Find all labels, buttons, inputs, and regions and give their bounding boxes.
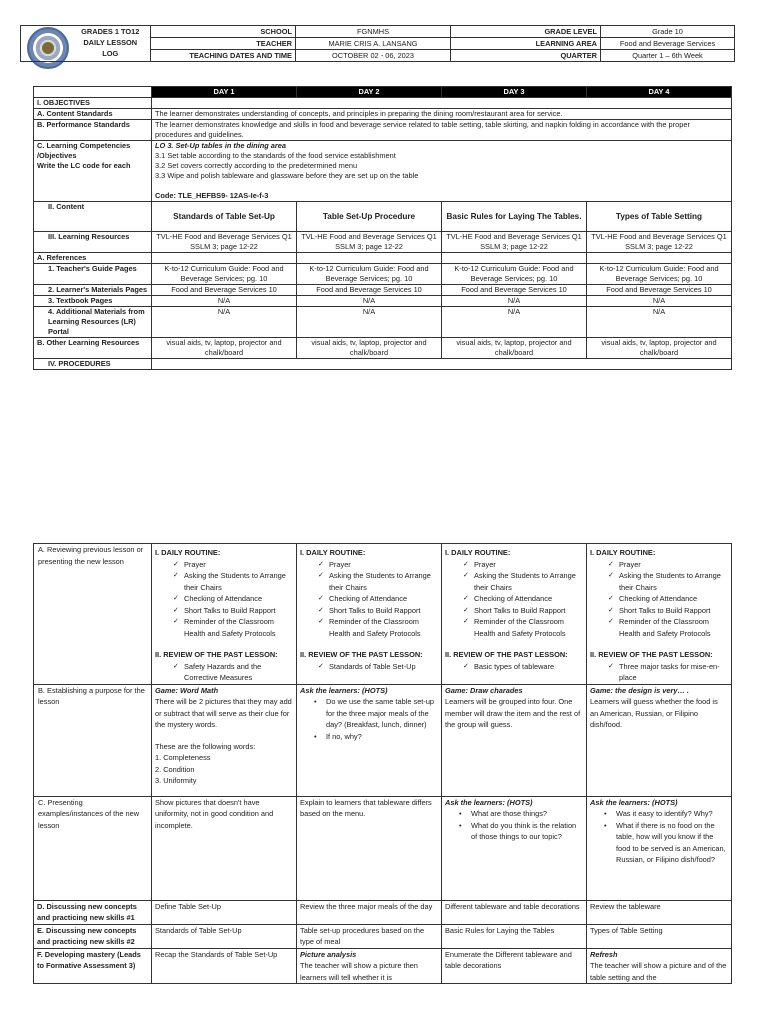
word-item: 3. Uniformity [155,776,197,785]
purpose-day3 [442,684,587,796]
question-item: • What if there is no food on the table, how will you know if the food to be served is an American, Russian, or Filipino dish/food? [604,820,728,866]
activity-text: Learners will be grouped into four. One member will draw the item and the rest of the group will guess. [445,697,581,729]
content-day3: Basic Rules for Laying The Tables. [442,202,587,232]
textbook-label: 3. Textbook Pages [34,296,152,307]
textbook-value: N/A [297,296,442,307]
activity-title: Refresh [590,949,618,959]
review-item: ✓ Safety Hazards and the Corrective Measures [173,661,293,684]
lc-item: 3.1 Set table according to the standards of the food service establishment [155,151,396,160]
teachers-guide-label: 1. Teacher's Guide Pages [34,264,152,285]
teachers-guide-value: K-to-12 Curriculum Guide: Food and Beverage Services; pg. 10 [297,264,442,285]
routine-item: ✓ Prayer [608,559,728,571]
word-item: 2. Condition [155,764,195,774]
content-standards-label: A. Content Standards [34,109,152,120]
procedure-a-label: A. Reviewing previous lesson or presenting the new lesson [34,544,152,685]
routine-heading: I. DAILY ROUTINE: [590,548,656,557]
school-label: SCHOOL [151,26,296,38]
mastery-day4 [587,948,732,984]
mastery-day3: Enumerate the Different tableware and table decorations [442,948,587,984]
review-item: ✓ Standards of Table Set-Up [318,661,438,673]
question-item: • What do you think is the relation of those things to our topic? [459,820,583,843]
concepts1-day1: Define Table Set-Up [152,900,297,924]
routine-item: ✓ Short Talks to Build Rapport [608,605,728,617]
routine-item: ✓ Reminder of the Classroom Health and Safety Protocols [173,616,293,639]
additional-materials-label: 4. Additional Materials from Learning Resources (LR) Portal [34,307,152,338]
competencies-label: C. Learning Competencies /Objectives Write the LC code for each [34,141,152,202]
mastery-day1: Recap the Standards of Table Set-Up [152,948,297,984]
area-value: Food and Beverage Services [601,38,735,50]
teacher-value: MARIE CRIS A. LANSANG [296,38,451,50]
day-header: DAY 4 [587,87,732,98]
examples-day4 [587,796,732,900]
routine-item: ✓ Checking of Attendance [318,593,438,605]
review-heading: II. REVIEW OF THE PAST LESSON: [445,650,568,659]
review-heading: II. REVIEW OF THE PAST LESSON: [590,650,713,659]
additional-materials-value: N/A [442,307,587,338]
activity-title: Game: Draw charades [445,685,523,695]
review-day4 [587,544,732,685]
activity-text: These are the following words: [155,741,256,751]
learners-materials-value: Food and Beverage Services 10 [587,285,732,296]
review-item: ✓ Basic types of tableware [463,661,583,673]
routine-item: ✓ Short Talks to Build Rapport [318,605,438,617]
learners-materials-value: Food and Beverage Services 10 [297,285,442,296]
routine-item: ✓ Asking the Students to Arrange their Chairs [173,570,293,593]
purpose-day2 [297,684,442,796]
purpose-day1 [152,684,297,796]
examples-day3 [442,796,587,900]
activity-title: Game: Word Math [155,685,219,695]
concepts2-day3: Basic Rules for Laying the Tables [442,924,587,948]
performance-standards: The learner demonstrates knowledge and skills in food and beverage service related to table setting, table skirting, and napkin folding in accordance with the proper procedures and guidelines. [152,120,732,141]
other-resources-value: visual aids, tv, laptop, projector and chalk/board [587,338,732,359]
day-header: DAY 2 [297,87,442,98]
grade-label: GRADE LEVEL [451,26,601,38]
question-item: • What are those things? [459,808,583,820]
activity-text: Learners will guess whether the food is an American, Russian, or Filipino dish/food. [590,697,718,729]
routine-item: ✓ Checking of Attendance [608,593,728,605]
procedure-d-label: D. Discussing new concepts and practicing new skills #1 [34,900,152,924]
lc-code: Code: TLE_HEFBS9- 12AS-Ie-f-3 [155,191,269,200]
concepts2-day4: Types of Table Setting [587,924,732,948]
examples-day2: Explain to learners that tableware differs based on the menu. [297,796,442,900]
document-title: GRADES 1 TO12 DAILY LESSON LOG [71,26,151,62]
objectives-heading: I. OBJECTIVES [34,98,152,109]
activity-title: Game: the design is very… . [590,685,689,695]
area-label: LEARNING AREA [451,38,601,50]
competencies [152,141,732,202]
routine-heading: I. DAILY ROUTINE: [300,548,366,557]
references-label: A. References [34,253,152,264]
grade-value: Grade 10 [601,26,735,38]
review-heading: II. REVIEW OF THE PAST LESSON: [155,650,278,659]
lc-item: 3.3 Wipe and polish tableware and glassware before they are set up on the table [155,171,419,180]
procedure-b-label: B. Establishing a purpose for the lesson [34,684,152,796]
additional-materials-value: N/A [587,307,732,338]
content-label: II. Content [34,202,152,232]
content-standards: The learner demonstrates understanding of concepts, and principles in preparing the dining room/restaurant area for service. [152,109,732,120]
learning-resources-label: III. Learning Resources [34,232,152,253]
review-heading: II. REVIEW OF THE PAST LESSON: [300,650,423,659]
routine-item: ✓ Short Talks to Build Rapport [463,605,583,617]
review-item: ✓ Three major tasks for mise-en-place [608,661,728,684]
routine-item: ✓ Prayer [463,559,583,571]
other-resources-value: visual aids, tv, laptop, projector and chalk/board [442,338,587,359]
activity-title: Picture analysis [300,949,357,959]
procedure-c-label: C. Presenting examples/instances of the new lesson [34,796,152,900]
review-day1 [152,544,297,685]
routine-item: ✓ Asking the Students to Arrange their Chairs [608,570,728,593]
textbook-value: N/A [442,296,587,307]
teachers-guide-value: K-to-12 Curriculum Guide: Food and Beverage Services; pg. 10 [587,264,732,285]
routine-item: ✓ Reminder of the Classroom Health and Safety Protocols [318,616,438,639]
examples-day1: Show pictures that doesn't have uniformity, not in good condition and incomplete. [152,796,297,900]
dates-label: TEACHING DATES AND TIME [151,50,296,62]
teachers-guide-value: K-to-12 Curriculum Guide: Food and Beverage Services; pg. 10 [152,264,297,285]
teachers-guide-value: K-to-12 Curriculum Guide: Food and Beverage Services; pg. 10 [442,264,587,285]
resource-day2: TVL-HE Food and Beverage Services Q1 SSLM 3; page 12-22 [297,232,442,253]
activity-text: The teacher will show a picture then learners will tell whether it is [300,961,418,982]
procedures-heading: IV. PROCEDURES [34,359,152,370]
day-header: DAY 3 [442,87,587,98]
activity-title: Ask the learners: (HOTS) [445,797,533,807]
word-item: 1. Completeness [155,753,211,762]
purpose-day4 [587,684,732,796]
concepts1-day4: Review the tableware [587,900,732,924]
activity-title: Ask the learners: (HOTS) [300,685,388,695]
other-resources-label: B. Other Learning Resources [34,338,152,359]
activity-text: There will be 2 pictures that they may add or subtract that will serve as their clue for the mystery words. [155,697,292,729]
routine-heading: I. DAILY ROUTINE: [155,548,221,557]
procedure-f-label: F. Developing mastery (Leads to Formative Assessment 3) [34,948,152,984]
content-day1: Standards of Table Set-Up [152,202,297,232]
lc-title: LO 3. Set-Up tables in the dining area [155,141,286,150]
school-value: FGNMHS [296,26,451,38]
quarter-label: QUARTER [451,50,601,62]
resource-day4: TVL-HE Food and Beverage Services Q1 SSLM 3; page 12-22 [587,232,732,253]
routine-item: ✓ Asking the Students to Arrange their Chairs [318,570,438,593]
question-item: • If no, why? [314,731,438,743]
dates-value: OCTOBER 02 - 06, 2023 [296,50,451,62]
review-day2 [297,544,442,685]
quarter-value: Quarter 1 – 6th Week [601,50,735,62]
learners-materials-value: Food and Beverage Services 10 [152,285,297,296]
routine-item: ✓ Reminder of the Classroom Health and Safety Protocols [608,616,728,639]
routine-item: ✓ Asking the Students to Arrange their Chairs [463,570,583,593]
lc-item: 3.2 Set covers correctly according to the predetermined menu [155,161,358,170]
day-header: DAY 1 [152,87,297,98]
routine-item: ✓ Checking of Attendance [173,593,293,605]
activity-text: The teacher will show a picture and of the table setting and the [590,961,727,982]
performance-standards-label: B. Performance Standards [34,120,152,141]
additional-materials-value: N/A [297,307,442,338]
routine-heading: I. DAILY ROUTINE: [445,548,511,557]
activity-title: Ask the learners: (HOTS) [590,797,678,807]
objectives-table [33,86,732,370]
question-item: • Was it easy to identify? Why? [604,808,728,820]
learners-materials-value: Food and Beverage Services 10 [442,285,587,296]
mastery-day2 [297,948,442,984]
routine-item: ✓ Prayer [173,559,293,571]
textbook-value: N/A [587,296,732,307]
routine-item: ✓ Prayer [318,559,438,571]
procedures-table [33,543,732,984]
concepts1-day2: Review the three major meals of the day [297,900,442,924]
textbook-value: N/A [152,296,297,307]
routine-item: ✓ Reminder of the Classroom Health and Safety Protocols [463,616,583,639]
concepts2-day2: Table set-up procedures based on the type of meal [297,924,442,948]
content-day2: Table Set-Up Procedure [297,202,442,232]
content-day4: Types of Table Setting [587,202,732,232]
other-resources-value: visual aids, tv, laptop, projector and chalk/board [297,338,442,359]
teacher-label: TEACHER [151,38,296,50]
procedure-e-label: E. Discussing new concepts and practicing new skills #2 [34,924,152,948]
learners-materials-label: 2. Learner's Materials Pages [34,285,152,296]
other-resources-value: visual aids, tv, laptop, projector and chalk/board [152,338,297,359]
concepts1-day3: Different tableware and table decorations [442,900,587,924]
concepts2-day1: Standards of Table Set-Up [152,924,297,948]
resource-day1: TVL-HE Food and Beverage Services Q1 SSLM 3; page 12-22 [152,232,297,253]
routine-item: ✓ Short Talks to Build Rapport [173,605,293,617]
question-item: • Do we use the same table set-up for the three major meals of the day? (Breakfast, lunch, dinner) [314,696,438,731]
additional-materials-value: N/A [152,307,297,338]
routine-item: ✓ Checking of Attendance [463,593,583,605]
header-table [20,25,735,62]
resource-day3: TVL-HE Food and Beverage Services Q1 SSLM 3; page 12-22 [442,232,587,253]
review-day3 [442,544,587,685]
